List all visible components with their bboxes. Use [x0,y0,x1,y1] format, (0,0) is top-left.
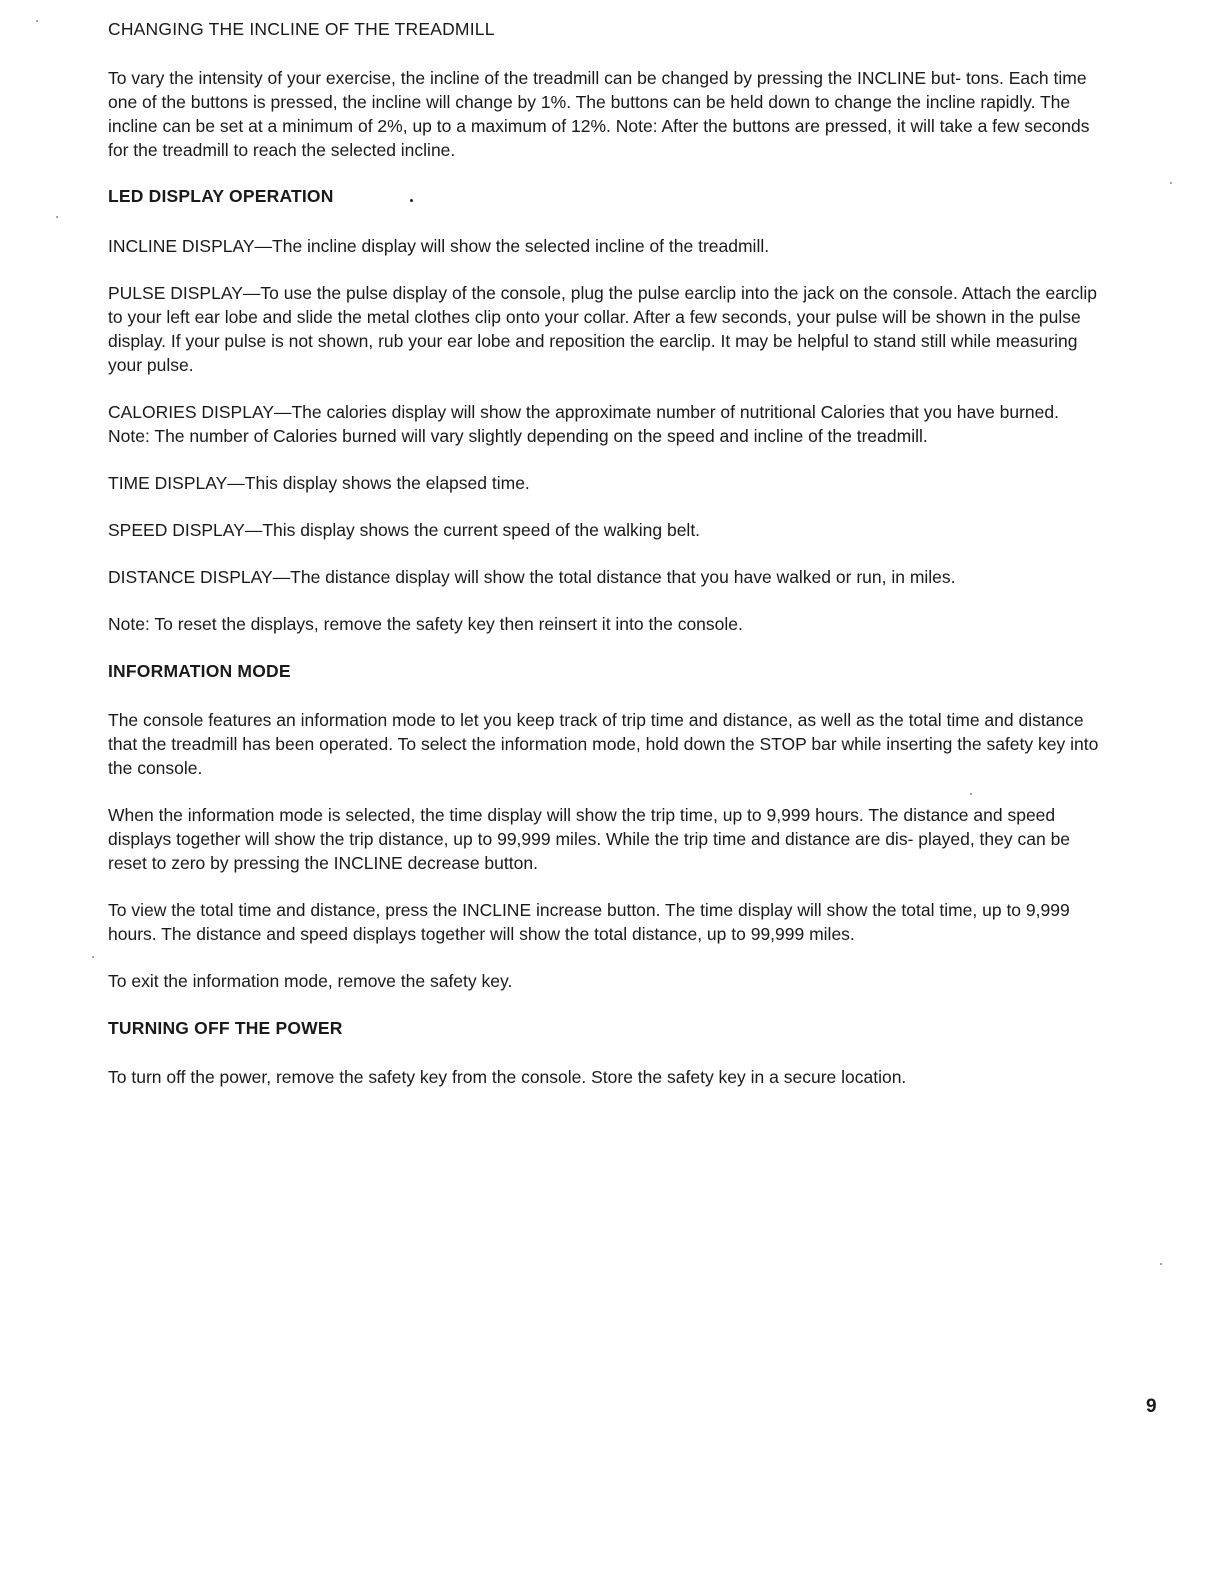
scan-speck [410,199,413,202]
paragraph-time-display: TIME DISPLAY—This display shows the elapsed time. [108,473,530,493]
paragraph-calories-display: CALORIES DISPLAY—The calories display will show the approximate number of nutritional Calories that you have burned. Note: The number of Calories burned will vary slightly depending on the speed and incline of the treadmill. [108,402,1059,446]
paragraph-info-4: To exit the information mode, remove the safety key. [108,971,513,991]
paragraph-distance-display: DISTANCE DISPLAY—The distance display will show the total distance that you have walked or run, in miles. [108,567,956,587]
paragraph-pulse-display: PULSE DISPLAY—To use the pulse display of the console, plug the pulse earclip into the jack on the console. Attach the earclip to your left ear lobe and slide the metal clothes clip onto your collar. After a few seconds, your pulse will be shown in the pulse display. If your pulse is not shown, rub your ear lobe and reposition the earclip. It may be helpful to stand still while measuring your pulse. [108,283,1098,375]
paragraph-info-1: The console features an information mode to let you keep track of trip time and distance, as well as the total time and distance that the treadmill has been operated. To select the information mode, hold down the STOP bar while inserting the safety key into the console. [108,710,1099,778]
scan-speck [1160,1263,1162,1265]
heading-changing-incline: CHANGING THE INCLINE OF THE TREADMILL [108,19,495,39]
scan-speck [1170,182,1172,184]
paragraph-power: To turn off the power, remove the safety key from the console. Store the safety key in a secure location. [108,1067,907,1087]
scan-speck [92,956,94,958]
paragraph-info-2: When the information mode is selected, the time display will show the trip time, up to 9,999 hours. The distance and speed displays together will show the trip distance, up to 99,999 miles. While the trip time and distance are dis- played, they can be reset to zero by pressing the INCLINE decrease button. [108,805,1071,873]
scan-speck [56,216,58,218]
heading-information-mode: INFORMATION MODE [108,661,291,681]
paragraph-info-3: To view the total time and distance, press the INCLINE increase button. The time display will show the total time, up to 9,999 hours. The distance and speed displays together will show the total distance, up to 99,999 miles. [108,900,1070,944]
heading-led-display-operation: LED DISPLAY OPERATION [108,186,334,206]
paragraph-speed-display: SPEED DISPLAY—This display shows the current speed of the walking belt. [108,520,701,540]
paragraph-incline: To vary the intensity of your exercise, the incline of the treadmill can be changed by pressing the INCLINE but- tons. Each time one of the buttons is pressed, the incline will change by 1%. The buttons can be held down to change the incline rapidly. The incline can be set at a minimum of 2%, up to a maximum of 12%. Note: After the buttons are pressed, it will take a few seconds for the treadmill to reach the selected incline. [108,68,1090,160]
page-content [108,17,1104,1112]
heading-turning-off-power: TURNING OFF THE POWER [108,1018,343,1038]
paragraph-incline-display: INCLINE DISPLAY—The incline display will show the selected incline of the treadmill. [108,236,770,256]
scan-speck [36,20,38,22]
page-number: 9 [1146,1396,1157,1417]
paragraph-reset-note: Note: To reset the displays, remove the safety key then reinsert it into the console. [108,614,743,634]
scan-speck [970,793,972,795]
